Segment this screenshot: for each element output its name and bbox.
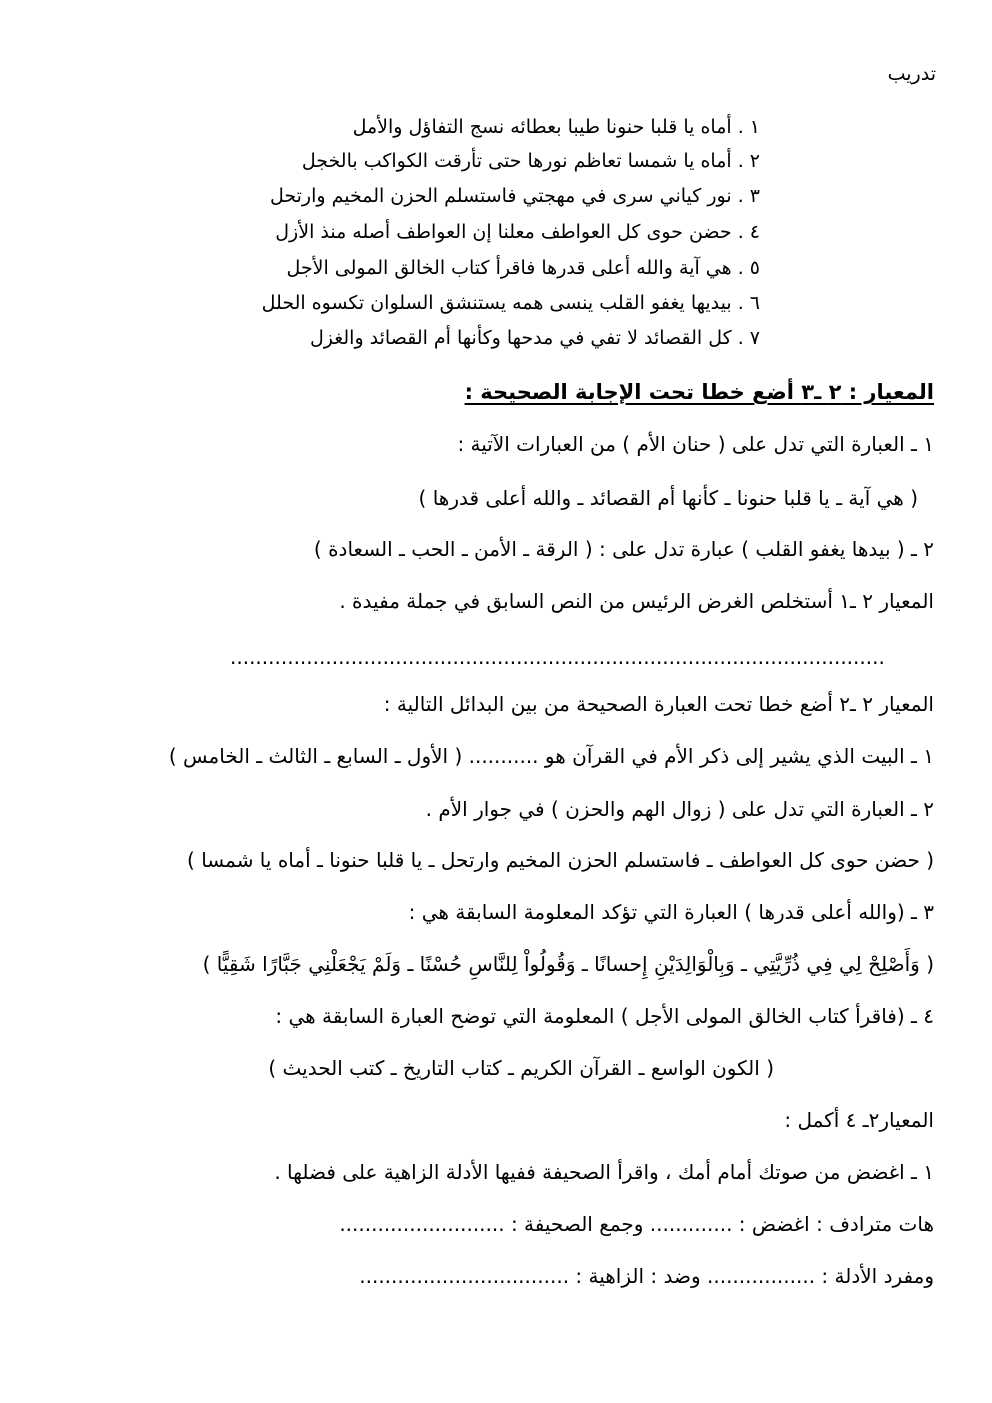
question-text: ١ ـ البيت الذي يشير إلى ذكر الأم في القرآن هو ........... ( الأول ـ السابع ـ الثالث ـ الخامس ) <box>168 744 934 768</box>
fill-in-line: ومفرد الأدلة : ................. وضد : الزاهية : ................................. <box>359 1264 934 1288</box>
page-title: تدريب <box>887 63 936 85</box>
poem-verse: ٤ . حضن حوى كل العواطف معلنا إن العواطف أصله منذ الأزل <box>275 221 760 243</box>
poem-verse: ١ . أماه يا قلبا حنونا طيبا بعطائه نسج التفاؤل والأمل <box>352 116 760 138</box>
section-heading: المعيار ٢ ـ٢ أضع خطا تحت العبارة الصحيحة من بين البدائل التالية : <box>383 692 934 716</box>
answer-options: ( حضن حوى كل العواطف ـ فاستسلم الحزن المخيم وارتحل ـ يا قلبا حنونا ـ أماه يا شمسا ) <box>187 848 934 872</box>
question-text: ٣ ـ (والله أعلى قدرها ) العبارة التي تؤكد المعلومة السابقة هي : <box>408 900 934 924</box>
answer-options: ( الكون الواسع ـ القرآن الكريم ـ كتاب التاريخ ـ كتب الحديث ) <box>268 1056 774 1080</box>
question-text: ١ ـ العبارة التي تدل على ( حنان الأم ) من العبارات الآتية : <box>457 432 934 456</box>
question-text: ١ ـ اغضض من صوتك أمام أمك ، واقرأ الصحيفة ففيها الأدلة الزاهية على فضلها . <box>274 1160 934 1184</box>
section-heading: المعيار : ٢ ـ٣ أضع خطا تحت الإجابة الصحيحة : <box>464 380 934 404</box>
question-text: ٤ ـ (فاقرأ كتاب الخالق المولى الأجل ) المعلومة التي توضح العبارة السابقة هي : <box>275 1004 934 1028</box>
poem-verse: ٣ . نور كياني سرى في مهجتي فاستسلم الحزن المخيم وارتحل <box>269 185 760 207</box>
answer-options: ( وَأَصْلِحْ لِي فِي ذُرِّيَّتِي ـ وَبِالْوَالِدَيْنِ إِحسانًا ـ وَقُولُواْ لِلنَّاسِ حُسْنًا ـ وَلَمْ يَجْعَلْنِي جَبَّارًا شَقِيًّا ) <box>202 952 934 976</box>
poem-verse: ٥ . هي آية والله أعلى قدرها فاقرأ كتاب الخالق المولى الأجل <box>286 257 760 279</box>
section-heading: المعيار٢ـ ٤ أكمل : <box>784 1108 934 1132</box>
poem-verse: ٢ . أماه يا شمسا تعاظم نورها حتى تأرقت الكواكب بالخجل <box>301 150 760 172</box>
question-text: المعيار ٢ ـ١ أستخلص الغرض الرئيس من النص السابق في جملة مفيدة . <box>339 589 934 613</box>
answer-options: ( هي آية ـ يا قلبا حنونا ـ كأنها أم القصائد ـ والله أعلى قدرها ) <box>418 486 918 510</box>
poem-verse: ٧ . كل القصائد لا تفي في مدحها وكأنها أم القصائد والغزل <box>309 327 760 349</box>
question-text: ٢ ـ العبارة التي تدل على ( زوال الهم والحزن ) في جوار الأم . <box>425 797 934 821</box>
poem-verse: ٦ . بيديها يغفو القلب ينسى همه يستنشق السلوان تكسوه الحلل <box>261 292 760 314</box>
fill-in-line: هات مترادف : اغضض : ............. وجمع الصحيفة : .......................... <box>339 1212 934 1236</box>
answer-line: ....................................................................................................... <box>230 645 885 669</box>
question-text: ٢ ـ ( بيدها يغفو القلب ) عبارة تدل على : ( الرقة ـ الأمن ـ الحب ـ السعادة ) <box>313 537 934 561</box>
